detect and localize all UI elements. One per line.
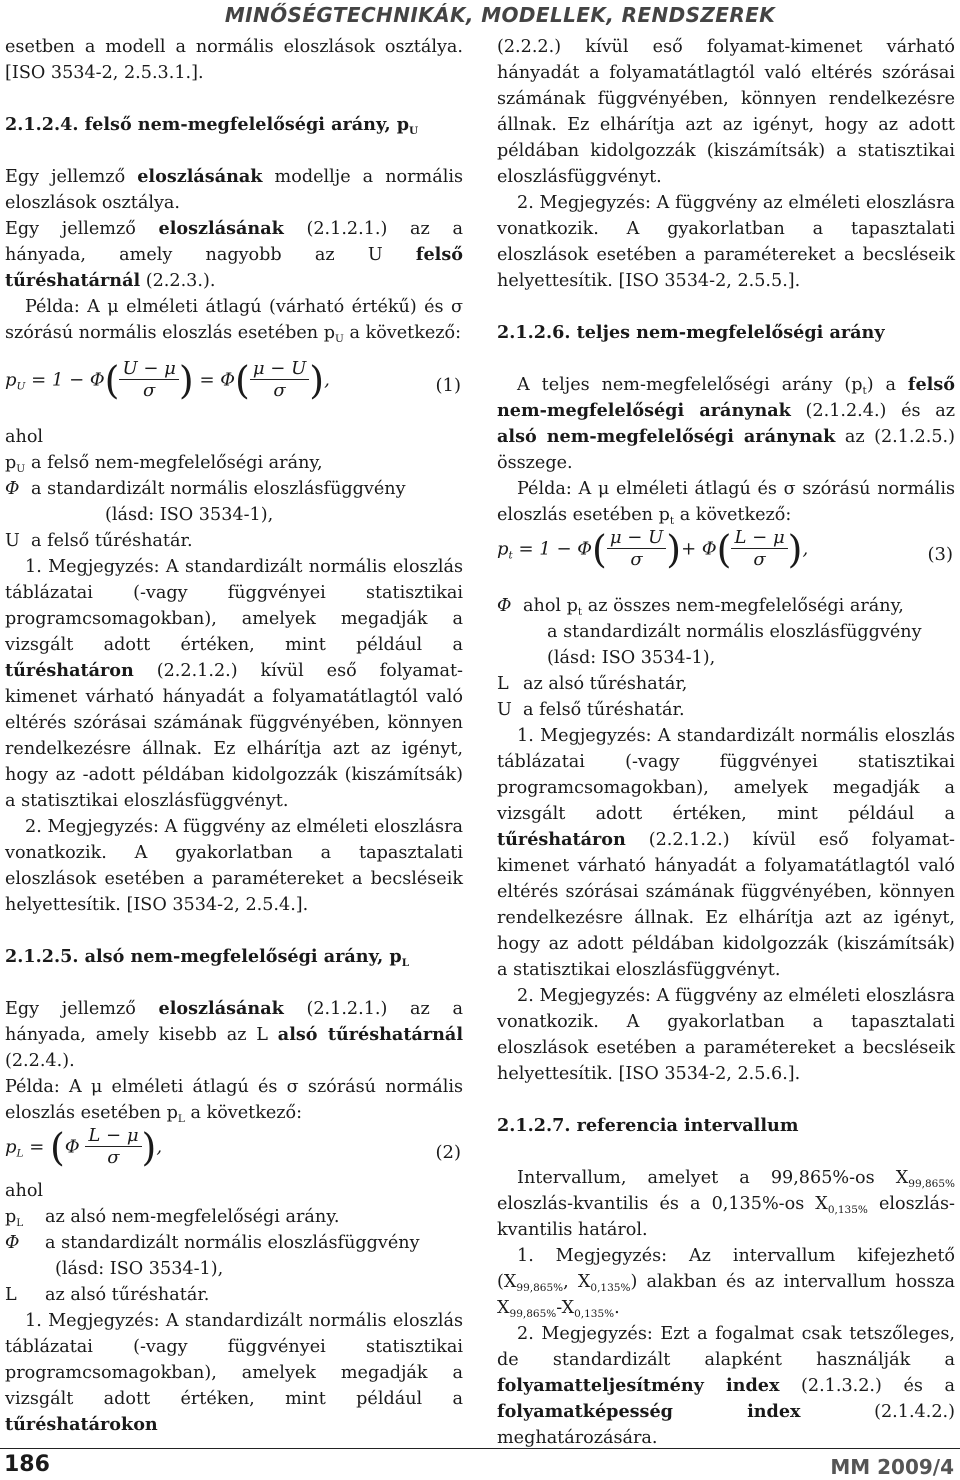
note-2: 2. Megjegyzés: A függvény az elméleti eloszlásra vonatkozik. A gyakorlatban a tapasztalati eloszlások esetében a paramétereket a becsléseik helyettesítik. [ISO 3534-2, 2.5.5.]. (497, 193, 955, 291)
definition-list: Φ ahol $p_t$ az összes nem-megfelelőségi arány, a standardizált normális eloszlásfüggvény (lásd: ISO 3534-1), L az alsó tűréshatár, U a felső tűréshatár. (497, 596, 922, 720)
note-1: 1. Megjegyzés: A standardizált normális eloszlás táblázatai (-vagy függvényei statisztikai programcsomagokban), amelyek megadják a vizsgált adott értéken, mint például a tűréshatáron (2.2.1.2.) kívül eső folyamat-kimenet várható hányadát a folyamatátlagtól való eltérés szórásai számának függvényében, könnyen rendelkezésre állnak. Ez elhárítja azt az igényt, hogy az adott példában kidolgozzák (kiszámítsák) a statisztikai eloszlásfüggvényt. (497, 726, 955, 980)
note-2: 2. Megjegyzés: A függvény az elméleti eloszlásra vonatkozik. A gyakorlatban a tapasztalati eloszlások esetében a paramétereket a becsléseik helyettesítik. [ISO 3534-2, 2.5.6.]. (497, 986, 955, 1084)
example-paragraph: Példa: A μ elméleti átlagú és σ szórású normális eloszlás esetében $p_L$ a következő: (5, 1077, 463, 1125)
section-heading-lower: 2.1.2.5. alsó nem-megfelelőségi arány, $p_L$ (5, 946, 410, 969)
note-1: 1. Megjegyzés: A standardizált normális eloszlás táblázatai (-vagy függvényei statisztikai programcsomagokban), amelyek megadják a vizsgált adott értéken, mint például a tűréshatáron (2.2.1.2.) kívül eső folyamat-kimenet várható hányadát a folyamatátlagtól való eltérés szórásai számának függvényében, könnyen rendelkezésre állnak. Ez elhárítja azt az igényt, hogy az -adott példában kidolgozzák (kiszámítsák) a statisztikai eloszlásfüggvényt. (5, 557, 463, 811)
magazine-issue: MM 2009/4 (830, 1455, 954, 1479)
where-label: ahol (5, 1181, 44, 1201)
section-heading-reference: 2.1.2.7. referencia intervallum (497, 1115, 799, 1136)
example-paragraph: Példa: A μ elméleti átlagú és σ szórású normális eloszlás esetében $p_t$ a következő: (497, 479, 955, 527)
intro-paragraph: esetben a modell a normális eloszlások osztálya. [ISO 3534-2, 2.5.3.1.]. (5, 37, 463, 83)
equation-number: (3) (927, 544, 953, 565)
note-1: 1. Megjegyzés: Az intervallum kifejezhető ($X_{99,865\%}$, $X_{0,135\%}$) alakban és az intervallum hossza $X_{99,865\%}-X_{0,135\%}$. (497, 1246, 955, 1320)
equation-number: (2) (435, 1142, 461, 1163)
footer-rule (0, 1448, 960, 1449)
definition-list: $p_L$ az alsó nem-megfelelőségi arány. Φ a standardizált normális eloszlásfüggvény (lásd: ISO 3534-1), L az alsó tűréshatár. (5, 1207, 420, 1305)
paragraph: Egy jellemző eloszlásának modellje a normális eloszlások osztálya. (5, 166, 463, 213)
equation-number: (1) (435, 375, 461, 396)
paragraph: Egy jellemző eloszlásának (2.1.2.1.) az a hányada, amely kisebb az L alsó tűréshatárnál (2.2.4.). (5, 998, 464, 1071)
note-1: 1. Megjegyzés: A standardizált normális eloszlás táblázatai (-vagy függvényei statisztikai programcsomagokban), amelyek megadják a vizsgált adott értéken, mint például a tűréshatárokon (5, 1311, 463, 1435)
equation-3: $p_t = 1 - \Phi$( $\frac{\mu - U}{\sigma}$ )+ Φ( $\frac{L - \mu}{\sigma}$ ), (3) (497, 527, 953, 572)
paragraph: Intervallum, amelyet a 99,865%-os $X_{99,865\%}$ eloszlás-kvantilis és a 0,135%-os $X_{0,135\%}$ eloszlás-kvantilis határol. (497, 1168, 955, 1240)
where-label: ahol (5, 427, 44, 447)
section-heading-total: 2.1.2.6. teljes nem-megfelelőségi arány (497, 322, 885, 343)
continued-paragraph: (2.2.2.) kívül eső folyamat-kimenet várható hányadát a folyamatátlagtól való eltérés szórásai számának függvényében, könnyen rendelkezésre állnak. Ez elhárítja azt az igényt, hogy az adott példában kidolgozzák (kiszámítsák) a statisztikai eloszlásfüggvényt. (497, 37, 955, 187)
note-2: 2. Megjegyzés: Ezt a fogalmat csak tetszőleges, de standardizált alapként használják a folyamatteljesítmény index (2.1.3.2.) és a folyamatképesség index (2.1.4.2.) meghatározására. (497, 1324, 955, 1448)
equation-2: $p_L = (\Phi$ $\frac{L - \mu}{\sigma}$ ), (2) (5, 1125, 461, 1170)
right-column (497, 34, 955, 1451)
equation-1: $p_U = 1 - \Phi$( $\frac{U - \mu}{\sigma}$ ) = Φ( $\frac{\mu - U}{\sigma}$ ), (1) (5, 358, 461, 403)
running-header: MINŐSÉGTECHNIKÁK, MODELLEK, RENDSZEREK (224, 3, 776, 27)
paragraph: A teljes nem-megfelelőségi arány $(p_t)$ a felső nem-megfelelőségi aránynak (2.1.2.4.) és az alsó nem-megfelelőségi aránynak az (2.1.2.5.) összege. (497, 374, 956, 473)
left-column (5, 34, 463, 1438)
paragraph: Egy jellemző eloszlásának (2.1.2.1.) az a hányada, amely nagyobb az U felső tűréshatárnál (2.2.3.). (5, 218, 463, 291)
section-heading-upper: 2.1.2.4. felső nem-megfelelőségi arány, $p_U$ (5, 114, 419, 137)
definition-list: $p_U$ a felső nem-megfelelőségi arány, Φ a standardizált normális eloszlásfüggvény (lásd: ISO 3534-1), U a felső tűréshatár. (5, 453, 406, 551)
page-number: 186 (4, 1452, 50, 1477)
note-2: 2. Megjegyzés: A függvény az elméleti eloszlásra vonatkozik. A gyakorlatban a tapasztalati eloszlások esetében a paramétereket a becsléseik helyettesítik. [ISO 3534-2, 2.5.4.]. (5, 817, 463, 915)
page-footer (0, 1448, 960, 1479)
example-paragraph: Példa: A μ elméleti átlagú (várható értékű) és σ szórású normális eloszlás esetében $p_U$ a következő: (5, 297, 463, 345)
